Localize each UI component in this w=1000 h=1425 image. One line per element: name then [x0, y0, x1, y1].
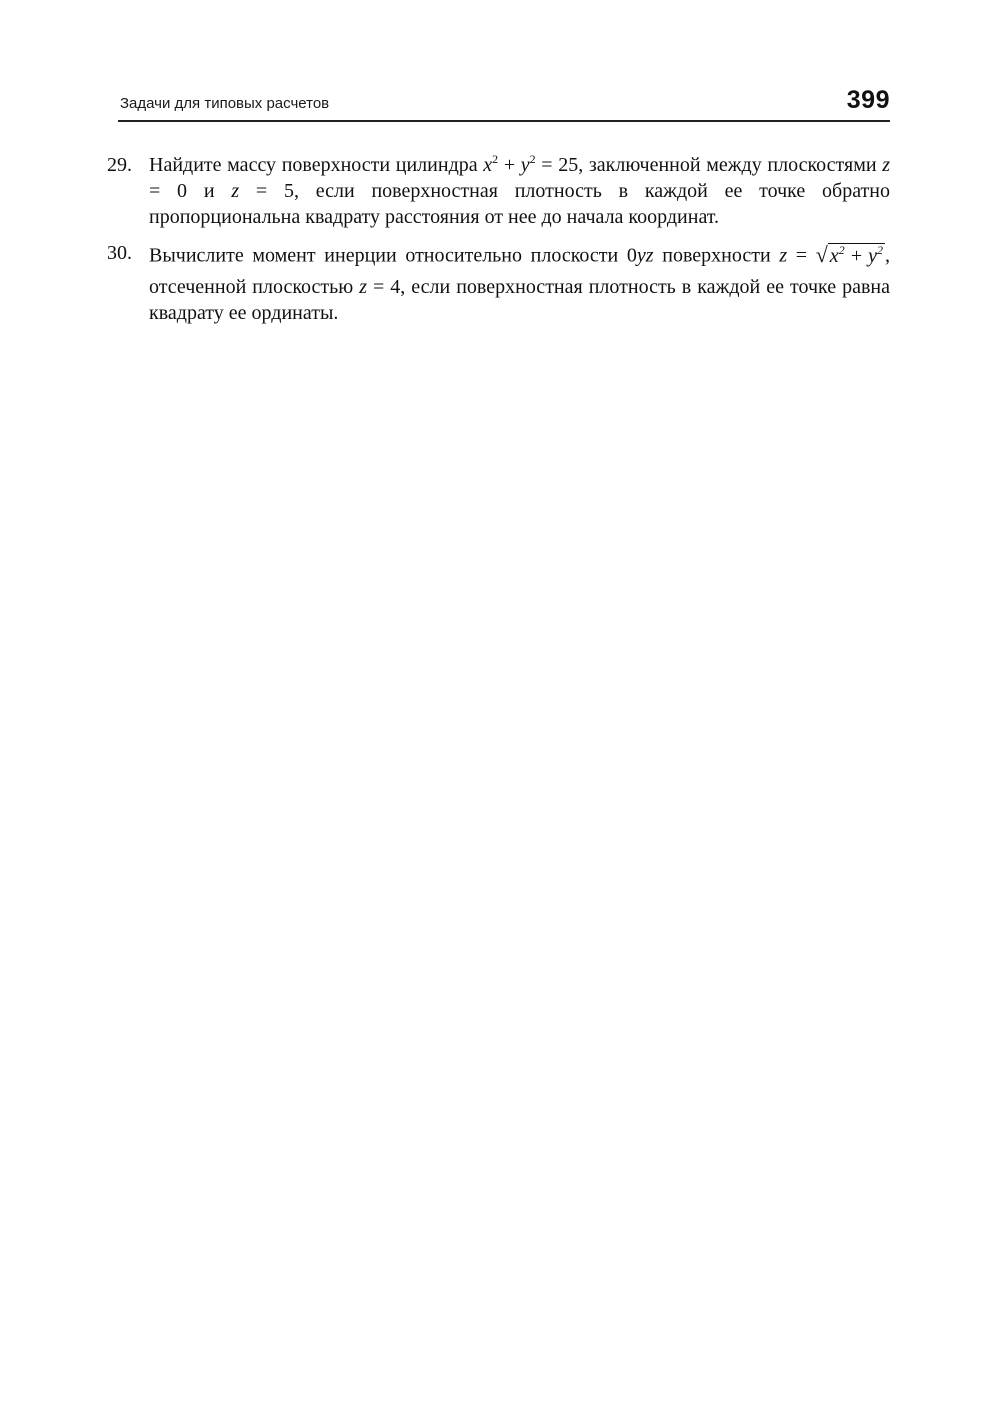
math-operator: + [844, 244, 869, 267]
problem-30 [107, 240, 890, 326]
math-variable: x [483, 154, 493, 176]
math-exponent: 2 [529, 152, 536, 166]
problem-number: 30. [107, 242, 132, 264]
math-variable: z [882, 154, 890, 176]
problem-text-segment: Найдите массу поверхности цилиндра [149, 154, 484, 176]
math-exponent: 2 [492, 152, 499, 166]
math-operator: + [498, 154, 521, 176]
math-variable: yz [636, 244, 654, 267]
math-exponent: 2 [877, 242, 883, 257]
math-square-root [816, 243, 885, 269]
problem-text-segment: поверхности [653, 244, 780, 267]
problem-list [107, 152, 890, 326]
problem-text-segment: = 5, если поверхностная плотность в каждой ее точке обратно пропорциональна квадрату расстояния от нее до начала координат. [149, 180, 890, 228]
math-variable: z [779, 244, 788, 267]
problem-29 [107, 152, 890, 230]
math-variable: z [359, 276, 367, 298]
math-exponent: 2 [838, 242, 845, 257]
problem-text [149, 152, 890, 230]
page-header [118, 84, 890, 122]
problem-number: 29. [107, 154, 132, 176]
math-variable: y [520, 154, 530, 176]
radicand [828, 243, 885, 267]
math-operator: = [787, 244, 816, 267]
math-variable: x [829, 244, 839, 267]
problem-text-segment: = 4, если поверхностная плотность в каждой ее точке равна квадрату ее ординаты. [149, 276, 890, 324]
page-number: 399 [846, 86, 890, 114]
problem-text-segment: Вычислите момент инерции относительно плоскости 0 [149, 244, 637, 267]
problem-text-segment: = 0 и [149, 180, 232, 202]
running-title: Задачи для типовых расчетов [120, 95, 330, 112]
problem-text [149, 240, 890, 326]
problem-text-segment: , отсеченной плоскостью [149, 244, 890, 298]
radical-sign: √ [815, 241, 828, 267]
math-variable: y [868, 244, 877, 267]
problem-text-segment: = 25, заключенной между плоскостями [535, 154, 883, 176]
math-variable: z [231, 180, 240, 202]
